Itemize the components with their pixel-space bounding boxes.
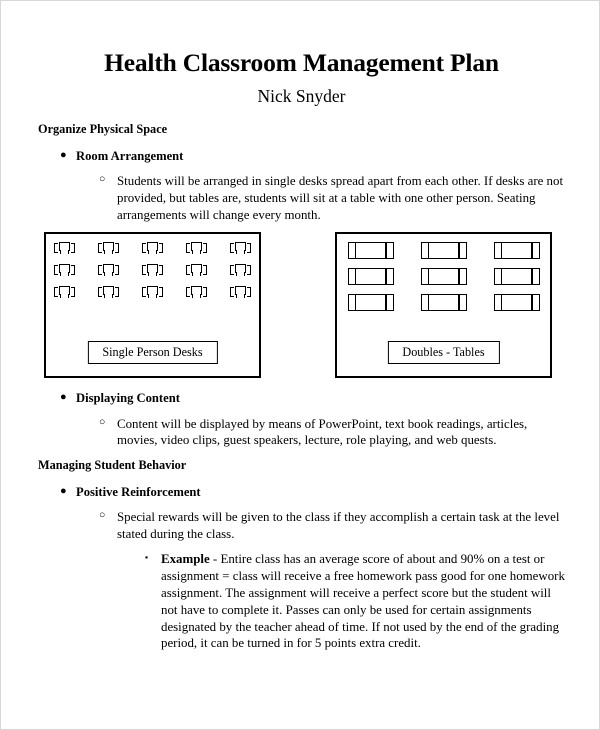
circle-bullet-icon: ○ <box>99 509 106 521</box>
circle-bullet-icon: ○ <box>99 174 106 186</box>
double-table-icon <box>494 242 540 259</box>
diagram-caption-single-person-desks: Single Person Desks <box>87 341 217 364</box>
square-bullet-icon: ▪ <box>145 552 149 563</box>
table-grid <box>337 242 550 311</box>
single-desk-icon <box>98 286 119 299</box>
diagram-single-person-desks <box>44 232 261 378</box>
desk-row <box>54 242 251 255</box>
double-table-icon <box>494 294 540 311</box>
list-item-label: Room Arrangement <box>76 148 184 163</box>
list-item-room-arrangement-detail <box>38 173 565 223</box>
list-item-text: Students will be arranged in single desks spread apart from each other. If desks are not provided, but tables are, students will sit at a table with one other person. Seating arrangements will change every month. <box>117 174 564 222</box>
single-desk-icon <box>230 286 251 299</box>
single-desk-icon <box>54 286 75 299</box>
list-item-label: Positive Reinforcement <box>76 484 201 499</box>
document-author: Nick Snyder <box>257 86 346 107</box>
diagram-caption-doubles-tables: Doubles - Tables <box>387 341 499 364</box>
double-table-icon <box>421 242 467 259</box>
list-item-positive-reinforcement <box>38 484 565 500</box>
list-item-example <box>38 551 565 652</box>
desk-row <box>54 286 251 299</box>
table-row <box>348 242 540 259</box>
list-item-text: Content will be displayed by means of PowerPoint, text book readings, articles, movies, video clips, guest speakers, lecture, role playing, and web quests. <box>117 416 528 448</box>
document-body <box>38 49 565 660</box>
double-table-icon <box>348 268 394 285</box>
example-text: - Entire class has an average score of about and 90% on a test or assignment = class will receive a free homework pass good for one homework assignment. The assignment will receive a perfect score but the student will not have to complete it. Passes can only be used for certain assignments designated by the teacher ahead of time. If not used by the end of the grading period, it can be turned in for 5 points extra credit. <box>161 552 565 651</box>
circle-bullet-icon: ○ <box>99 416 106 428</box>
table-row <box>348 268 540 285</box>
single-desk-icon <box>98 242 119 255</box>
list-item-displaying-content-detail <box>38 416 565 450</box>
single-desk-icon <box>186 264 207 277</box>
list-item-room-arrangement <box>38 148 565 164</box>
disc-bullet-icon: ● <box>60 484 67 497</box>
page-title: Health Classroom Management Plan <box>104 48 499 77</box>
example-label: Example <box>161 552 210 567</box>
diagram-doubles-tables <box>335 232 552 378</box>
section-heading-managing-student-behavior: Managing Student Behavior <box>38 458 187 473</box>
section-heading-organize-physical-space: Organize Physical Space <box>38 122 168 137</box>
list-item-text: Special rewards will be given to the class if they accomplish a certain task at the level stated during the class. <box>117 509 560 541</box>
list-item-displaying-content <box>38 390 565 406</box>
single-desk-icon <box>54 264 75 277</box>
single-desk-icon <box>142 242 163 255</box>
single-desk-icon <box>98 264 119 277</box>
disc-bullet-icon: ● <box>60 148 67 161</box>
single-desk-icon <box>142 286 163 299</box>
single-desk-icon <box>54 242 75 255</box>
single-desk-icon <box>186 242 207 255</box>
single-desk-icon <box>186 286 207 299</box>
double-table-icon <box>348 242 394 259</box>
single-desk-icon <box>142 264 163 277</box>
double-table-icon <box>421 268 467 285</box>
single-desk-icon <box>230 264 251 277</box>
classroom-layout-diagrams <box>38 232 565 384</box>
list-item-label: Displaying Content <box>76 391 180 406</box>
list-item-positive-reinforcement-detail <box>38 509 565 543</box>
double-table-icon <box>421 294 467 311</box>
double-table-icon <box>494 268 540 285</box>
disc-bullet-icon: ● <box>60 391 67 404</box>
single-desk-icon <box>230 242 251 255</box>
desk-grid <box>46 242 259 299</box>
desk-row <box>54 264 251 277</box>
table-row <box>348 294 540 311</box>
double-table-icon <box>348 294 394 311</box>
